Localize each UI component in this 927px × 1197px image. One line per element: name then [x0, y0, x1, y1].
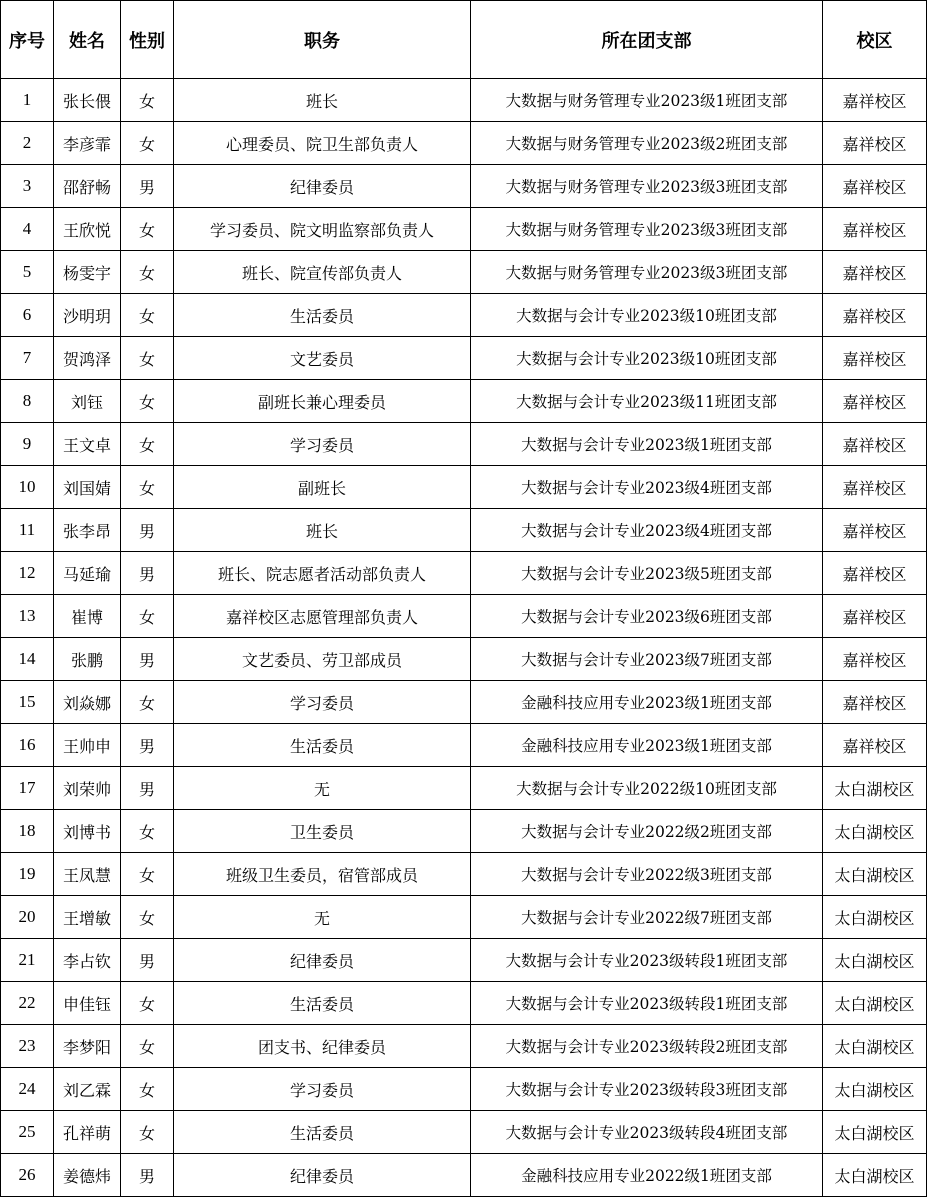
cell-name: 刘国婧: [54, 466, 121, 509]
cell-seq: 10: [1, 466, 54, 509]
table-row: [1, 810, 927, 853]
table-header: [1, 1, 927, 79]
cell-seq: 23: [1, 1025, 54, 1068]
cell-gender: 男: [121, 509, 174, 552]
table-row: [1, 466, 927, 509]
cell-seq: 24: [1, 1068, 54, 1111]
table-row: [1, 939, 927, 982]
cell-campus: 嘉祥校区: [823, 681, 927, 724]
cell-name: 刘焱娜: [54, 681, 121, 724]
cell-seq: 22: [1, 982, 54, 1025]
table-row: [1, 552, 927, 595]
cell-campus: 嘉祥校区: [823, 423, 927, 466]
cell-branch: 金融科技应用专业2023级1班团支部: [471, 681, 823, 724]
cell-gender: 女: [121, 380, 174, 423]
cell-role: 文艺委员: [174, 337, 471, 380]
cell-campus: 太白湖校区: [823, 1068, 927, 1111]
cell-gender: 女: [121, 423, 174, 466]
header-name: 姓名: [54, 1, 121, 79]
cell-name: 刘荣帅: [54, 767, 121, 810]
cell-branch: 大数据与会计专业2023级5班团支部: [471, 552, 823, 595]
cell-branch: 大数据与财务管理专业2023级2班团支部: [471, 122, 823, 165]
header-seq: 序号: [1, 1, 54, 79]
cell-campus: 嘉祥校区: [823, 122, 927, 165]
cell-branch: 大数据与会计专业2022级7班团支部: [471, 896, 823, 939]
cell-branch: 大数据与会计专业2023级10班团支部: [471, 337, 823, 380]
cell-name: 王欣悦: [54, 208, 121, 251]
table-body: [1, 79, 927, 1197]
cell-branch: 大数据与会计专业2023级转段4班团支部: [471, 1111, 823, 1154]
cell-gender: 女: [121, 1025, 174, 1068]
cell-campus: 太白湖校区: [823, 1154, 927, 1197]
cell-campus: 嘉祥校区: [823, 294, 927, 337]
header-branch: 所在团支部: [471, 1, 823, 79]
cell-branch: 金融科技应用专业2023级1班团支部: [471, 724, 823, 767]
cell-name: 王帅申: [54, 724, 121, 767]
cell-gender: 女: [121, 681, 174, 724]
cell-branch: 金融科技应用专业2022级1班团支部: [471, 1154, 823, 1197]
cell-campus: 太白湖校区: [823, 810, 927, 853]
cell-campus: 嘉祥校区: [823, 724, 927, 767]
cell-seq: 17: [1, 767, 54, 810]
cell-gender: 女: [121, 595, 174, 638]
table-row: [1, 380, 927, 423]
header-role: 职务: [174, 1, 471, 79]
cell-role: 班长、院志愿者活动部负责人: [174, 552, 471, 595]
cell-campus: 太白湖校区: [823, 896, 927, 939]
cell-branch: 大数据与会计专业2023级7班团支部: [471, 638, 823, 681]
cell-name: 张李昂: [54, 509, 121, 552]
cell-gender: 女: [121, 896, 174, 939]
cell-seq: 11: [1, 509, 54, 552]
cell-campus: 嘉祥校区: [823, 79, 927, 122]
cell-gender: 女: [121, 1111, 174, 1154]
cell-seq: 5: [1, 251, 54, 294]
cell-seq: 14: [1, 638, 54, 681]
cell-role: 班长: [174, 79, 471, 122]
cell-gender: 男: [121, 165, 174, 208]
cell-name: 姜德炜: [54, 1154, 121, 1197]
table-row: [1, 724, 927, 767]
cell-campus: 嘉祥校区: [823, 509, 927, 552]
cell-name: 张鹏: [54, 638, 121, 681]
cell-name: 邵舒畅: [54, 165, 121, 208]
cell-branch: 大数据与财务管理专业2023级3班团支部: [471, 251, 823, 294]
cell-branch: 大数据与会计专业2022级3班团支部: [471, 853, 823, 896]
cell-branch: 大数据与会计专业2023级10班团支部: [471, 294, 823, 337]
cell-name: 王增敏: [54, 896, 121, 939]
cell-branch: 大数据与会计专业2023级转段2班团支部: [471, 1025, 823, 1068]
cell-branch: 大数据与会计专业2023级4班团支部: [471, 466, 823, 509]
cell-name: 李占钦: [54, 939, 121, 982]
cell-seq: 1: [1, 79, 54, 122]
cell-gender: 男: [121, 552, 174, 595]
cell-name: 刘博书: [54, 810, 121, 853]
cell-seq: 16: [1, 724, 54, 767]
cell-campus: 嘉祥校区: [823, 638, 927, 681]
cell-role: 卫生委员: [174, 810, 471, 853]
cell-role: 学习委员: [174, 681, 471, 724]
cell-seq: 18: [1, 810, 54, 853]
cell-role: 纪律委员: [174, 165, 471, 208]
table-row: [1, 1111, 927, 1154]
cell-gender: 女: [121, 251, 174, 294]
cell-campus: 嘉祥校区: [823, 466, 927, 509]
table-row: [1, 509, 927, 552]
cell-role: 班长: [174, 509, 471, 552]
table-row: [1, 1068, 927, 1111]
cell-role: 文艺委员、劳卫部成员: [174, 638, 471, 681]
cell-branch: 大数据与会计专业2022级2班团支部: [471, 810, 823, 853]
header-gender: 性别: [121, 1, 174, 79]
cell-role: 生活委员: [174, 1111, 471, 1154]
cell-gender: 女: [121, 294, 174, 337]
cell-campus: 嘉祥校区: [823, 595, 927, 638]
cell-gender: 男: [121, 939, 174, 982]
cell-branch: 大数据与会计专业2023级转段1班团支部: [471, 982, 823, 1025]
cell-gender: 男: [121, 724, 174, 767]
cell-branch: 大数据与会计专业2022级10班团支部: [471, 767, 823, 810]
cell-role: 纪律委员: [174, 939, 471, 982]
cell-seq: 3: [1, 165, 54, 208]
cell-gender: 女: [121, 1068, 174, 1111]
cell-branch: 大数据与会计专业2023级转段1班团支部: [471, 939, 823, 982]
cell-seq: 9: [1, 423, 54, 466]
table-row: [1, 165, 927, 208]
header-campus: 校区: [823, 1, 927, 79]
cell-gender: 男: [121, 638, 174, 681]
cell-gender: 女: [121, 208, 174, 251]
cell-branch: 大数据与财务管理专业2023级1班团支部: [471, 79, 823, 122]
cell-campus: 太白湖校区: [823, 1111, 927, 1154]
cell-gender: 女: [121, 982, 174, 1025]
cell-role: 班长、院宣传部负责人: [174, 251, 471, 294]
cell-seq: 6: [1, 294, 54, 337]
cell-role: 学习委员、院文明监察部负责人: [174, 208, 471, 251]
cell-gender: 男: [121, 767, 174, 810]
table-row: [1, 208, 927, 251]
cell-name: 刘钰: [54, 380, 121, 423]
cell-role: 嘉祥校区志愿管理部负责人: [174, 595, 471, 638]
cell-name: 李梦阳: [54, 1025, 121, 1068]
cell-name: 崔博: [54, 595, 121, 638]
table-row: [1, 681, 927, 724]
cell-gender: 女: [121, 853, 174, 896]
cell-seq: 20: [1, 896, 54, 939]
cell-branch: 大数据与会计专业2023级1班团支部: [471, 423, 823, 466]
cell-campus: 嘉祥校区: [823, 251, 927, 294]
cell-gender: 女: [121, 122, 174, 165]
table-row: [1, 595, 927, 638]
cell-seq: 13: [1, 595, 54, 638]
cell-gender: 女: [121, 810, 174, 853]
cell-name: 沙明玥: [54, 294, 121, 337]
cell-branch: 大数据与财务管理专业2023级3班团支部: [471, 165, 823, 208]
table-row: [1, 423, 927, 466]
cell-seq: 7: [1, 337, 54, 380]
cell-name: 马延瑜: [54, 552, 121, 595]
cell-seq: 21: [1, 939, 54, 982]
cell-campus: 太白湖校区: [823, 767, 927, 810]
table-row: [1, 122, 927, 165]
table-row: [1, 853, 927, 896]
table-row: [1, 337, 927, 380]
table-row: [1, 982, 927, 1025]
cell-seq: 26: [1, 1154, 54, 1197]
cell-name: 李彦霏: [54, 122, 121, 165]
table-row: [1, 767, 927, 810]
cell-seq: 2: [1, 122, 54, 165]
cell-role: 团支书、纪律委员: [174, 1025, 471, 1068]
cell-seq: 19: [1, 853, 54, 896]
cell-name: 申佳钰: [54, 982, 121, 1025]
cell-role: 生活委员: [174, 294, 471, 337]
cell-role: 学习委员: [174, 1068, 471, 1111]
cell-name: 王凤慧: [54, 853, 121, 896]
cell-campus: 嘉祥校区: [823, 552, 927, 595]
cell-role: 生活委员: [174, 724, 471, 767]
cell-role: 副班长: [174, 466, 471, 509]
cell-gender: 男: [121, 1154, 174, 1197]
cell-role: 学习委员: [174, 423, 471, 466]
table-row: [1, 638, 927, 681]
cell-branch: 大数据与会计专业2023级转段3班团支部: [471, 1068, 823, 1111]
header-row: [1, 1, 927, 79]
cell-campus: 太白湖校区: [823, 853, 927, 896]
cell-gender: 女: [121, 79, 174, 122]
cell-name: 刘乙霖: [54, 1068, 121, 1111]
cell-campus: 太白湖校区: [823, 982, 927, 1025]
cell-branch: 大数据与会计专业2023级4班团支部: [471, 509, 823, 552]
cell-seq: 15: [1, 681, 54, 724]
table-row: [1, 294, 927, 337]
cell-name: 杨雯宇: [54, 251, 121, 294]
cell-campus: 嘉祥校区: [823, 380, 927, 423]
table-row: [1, 1154, 927, 1197]
cell-seq: 25: [1, 1111, 54, 1154]
cell-campus: 嘉祥校区: [823, 165, 927, 208]
cell-gender: 女: [121, 337, 174, 380]
table-row: [1, 79, 927, 122]
table-row: [1, 896, 927, 939]
cell-seq: 4: [1, 208, 54, 251]
cell-campus: 嘉祥校区: [823, 337, 927, 380]
cell-seq: 12: [1, 552, 54, 595]
cell-role: 无: [174, 896, 471, 939]
cell-name: 张长偎: [54, 79, 121, 122]
cell-branch: 大数据与财务管理专业2023级3班团支部: [471, 208, 823, 251]
cell-seq: 8: [1, 380, 54, 423]
table-row: [1, 1025, 927, 1068]
cell-branch: 大数据与会计专业2023级6班团支部: [471, 595, 823, 638]
cell-gender: 女: [121, 466, 174, 509]
cell-role: 纪律委员: [174, 1154, 471, 1197]
cell-role: 副班长兼心理委员: [174, 380, 471, 423]
cell-campus: 嘉祥校区: [823, 208, 927, 251]
cell-role: 心理委员、院卫生部负责人: [174, 122, 471, 165]
cell-name: 贺鸿泽: [54, 337, 121, 380]
cell-name: 王文卓: [54, 423, 121, 466]
cell-campus: 太白湖校区: [823, 1025, 927, 1068]
cell-role: 班级卫生委员，宿管部成员: [174, 853, 471, 896]
cell-name: 孔祥萌: [54, 1111, 121, 1154]
cell-branch: 大数据与会计专业2023级11班团支部: [471, 380, 823, 423]
cell-role: 无: [174, 767, 471, 810]
cell-campus: 太白湖校区: [823, 939, 927, 982]
table-row: [1, 251, 927, 294]
cell-role: 生活委员: [174, 982, 471, 1025]
